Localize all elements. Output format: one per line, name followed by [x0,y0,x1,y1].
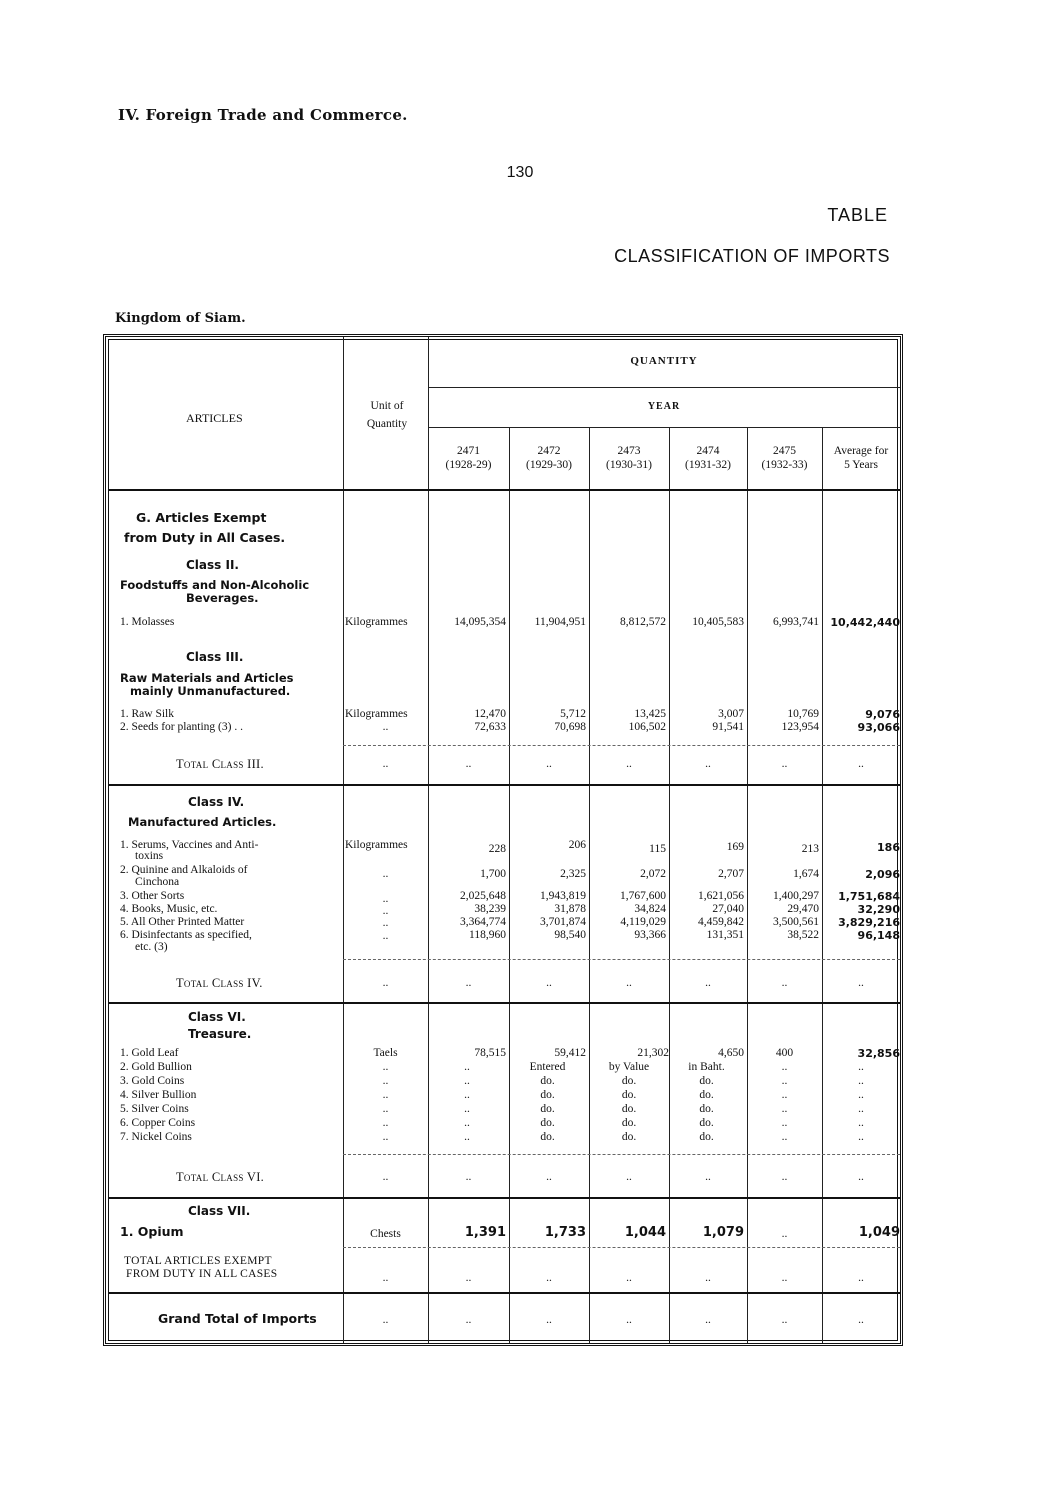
header-col3-ce: (1930-31) [606,459,652,471]
row-value: in Baht. [688,1061,725,1073]
row-value: 2,707 [718,868,744,880]
row-unit: Kilogrammes [345,839,408,851]
total-value: .. [465,1171,472,1183]
row-value: by Value [608,1061,650,1073]
class3-subtitle2: mainly Unmanufactured. [130,684,291,698]
row-value: 3,500,561 [773,916,819,928]
class2-title: Class II. [186,558,239,572]
row-unit: .. [382,1103,389,1115]
row-value: 1,733 [544,1225,586,1240]
total-value: .. [705,758,711,770]
total-value: .. [465,758,472,770]
row-value: 6,993,741 [773,616,819,628]
total-value: .. [781,1272,788,1284]
class3-title: Class III. [186,650,244,664]
row-value: .. [781,1228,788,1240]
row-value: .. [858,1061,864,1073]
total-unit: .. [382,977,389,989]
class7-title: Class VII. [188,1204,251,1218]
total-value: .. [546,1171,552,1183]
class6-subtitle1: Treasure. [188,1027,252,1041]
row-value: 78,515 [474,1047,506,1059]
row-value: do. [540,1117,555,1129]
row-value: 1,767,600 [620,890,666,902]
header-col1-year: 2471 [457,445,480,457]
total-value: .. [546,758,552,770]
section-g-line2: from Duty in All Cases. [124,530,286,545]
total-value: .. [781,977,788,989]
class4-subtitle1: Manufactured Articles. [128,815,277,829]
row-value: 169 [726,841,744,853]
row-value: 9,076 [865,708,900,721]
total-value: .. [626,1272,632,1284]
row-label: 3. Gold Coins [120,1075,185,1087]
total-unit: .. [382,758,389,770]
row-value: 34,824 [634,903,666,915]
row-value: 4,119,029 [620,916,666,928]
row-value: Entered [529,1061,566,1073]
total-exempt-line2: FROM DUTY IN ALL CASES [126,1268,278,1280]
row-value: .. [858,1117,864,1129]
total-value: .. [465,977,472,989]
row-value: 206 [568,839,586,851]
row-value: 3,364,774 [460,916,506,928]
total-value: .. [465,1314,472,1326]
row-value: do. [540,1131,555,1143]
row-value: 12,470 [474,708,506,720]
row-value: 10,442,440 [830,616,900,629]
row-value: 5,712 [560,708,586,720]
row-label: 4. Books, Music, etc. [120,903,218,915]
row-value: do. [699,1089,714,1101]
row-value: 38,239 [474,903,506,915]
row-value: 131,351 [706,929,744,941]
table-label: TABLE [827,205,888,225]
class2-subtitle1: Foodstuffs and Non-Alcoholic [120,578,310,592]
row-value: 3,007 [718,708,744,720]
row-value: 1,400,297 [773,890,819,902]
row-value: .. [858,1089,864,1101]
row-label: 2. Seeds for planting (3) . . [120,721,243,733]
row-label: 6. Copper Coins [120,1117,196,1129]
row-value: 38,522 [787,929,819,941]
row-value: do. [621,1089,637,1101]
row-value: do. [540,1103,555,1115]
row-value: do. [540,1089,555,1101]
row-value: 14,095,354 [454,616,506,628]
row-value: 3,829,216 [838,916,900,929]
grand-total-label: Grand Total of Imports [158,1311,317,1326]
row-value: .. [858,1103,864,1115]
total-value: .. [546,977,552,989]
row-value: 186 [877,841,900,854]
total-unit: .. [382,1314,389,1326]
header-articles: ARTICLES [186,411,243,425]
row-value: .. [464,1061,470,1073]
total-value: .. [626,758,632,770]
row-label-cont: etc. (3) [135,941,168,953]
row-value: do. [621,1117,637,1129]
row-value: 1,700 [480,868,506,880]
page-number: 130 [506,164,534,181]
row-label-cont: Cinchona [135,876,180,888]
row-label: 1. Molasses [120,616,175,628]
row-unit: .. [382,893,389,905]
row-value: .. [781,1131,788,1143]
row-value: 10,769 [787,708,819,720]
header-unit-line1: Unit of [370,400,404,412]
row-label: 5. Silver Coins [120,1103,189,1115]
header-col4-year: 2474 [696,445,720,457]
row-value: 31,878 [554,903,586,915]
row-label: 7. Nickel Coins [120,1131,192,1143]
header-col2-year: 2472 [537,445,561,457]
row-value: 2,096 [865,868,900,881]
row-value: do. [699,1103,714,1115]
header-unit-line2: Quantity [366,418,408,430]
row-label-cont: toxins [135,850,164,862]
row-value: .. [781,1075,788,1087]
row-value: 21,302 [637,1047,669,1059]
header-col4-ce: (1931-32) [685,459,731,471]
row-value: .. [464,1075,470,1087]
row-value: 1,751,684 [838,890,900,903]
row-value: 4,650 [718,1047,744,1059]
row-value: .. [781,1117,788,1129]
header-quantity: QUANTITY [630,355,698,367]
row-value: 1,391 [464,1225,506,1240]
row-label: 1. Serums, Vaccines and Anti- [120,839,259,851]
row-unit: Kilogrammes [345,616,408,628]
class3-subtitle1: Raw Materials and Articles [120,671,294,685]
row-value: 2,025,648 [460,890,506,902]
row-label: 6. Disinfectants as specified, [120,929,252,941]
class4-title: Class IV. [188,795,245,809]
section-g-line1: G. Articles Exempt [136,510,267,525]
row-value: 13,425 [634,708,666,720]
row-value: 11,904,951 [534,616,586,628]
row-value: 8,812,572 [620,616,666,628]
row-unit: .. [382,930,389,942]
row-value: 91,541 [712,721,744,733]
row-value: 1,079 [702,1225,744,1240]
total-value: .. [705,977,711,989]
row-unit: .. [382,905,389,917]
header-col1-ce: (1928-29) [445,459,492,471]
row-value: do. [699,1075,714,1087]
row-value: .. [781,1061,788,1073]
row-value: do. [540,1075,555,1087]
section-heading: IV. Foreign Trade and Commerce. [118,106,408,124]
row-value: .. [464,1131,470,1143]
row-value: .. [781,1089,788,1101]
row-value: 4,459,842 [698,916,744,928]
total-exempt-line1: TOTAL ARTICLES EXEMPT [124,1255,272,1267]
header-col6-year: Average for [833,445,889,457]
row-value: do. [699,1131,714,1143]
header-col5-year: 2475 [773,445,796,457]
row-value: 29,470 [787,903,819,915]
total-value: .. [626,1171,632,1183]
total-unit: .. [382,1171,389,1183]
row-value: 106,502 [628,721,666,733]
row-value: .. [858,1075,864,1087]
row-unit: .. [382,1131,389,1143]
total-value: .. [546,1272,552,1284]
row-value: 70,698 [554,721,586,733]
row-label: 2. Quinine and Alkaloids of [120,864,248,876]
row-value: 59,412 [554,1047,586,1059]
total-value: .. [626,1314,632,1326]
header-col6-ce: 5 Years [844,459,878,471]
row-value: 10,405,583 [692,616,744,628]
total-value: .. [858,758,864,770]
row-label: 1. Gold Leaf [120,1047,179,1059]
row-unit: .. [382,1117,389,1129]
row-unit: Kilogrammes [345,708,408,720]
row-value: .. [464,1117,470,1129]
row-label: 5. All Other Printed Matter [120,916,245,928]
total-value: .. [781,758,788,770]
table-title: CLASSIFICATION OF IMPORTS [614,246,890,266]
row-unit: Chests [370,1228,401,1240]
row-value: 1,943,819 [540,890,586,902]
row-value: 228 [488,843,506,855]
row-label: 2. Gold Bullion [120,1061,192,1073]
row-value: 118,960 [469,929,506,941]
total-value: .. [858,1314,864,1326]
imports-table [103,334,903,1346]
total-value: .. [705,1272,711,1284]
region-label: Kingdom of Siam. [115,311,246,326]
row-value: 27,040 [712,903,744,915]
row-unit: .. [382,1075,389,1087]
row-value: 3,701,874 [540,916,586,928]
row-value: 98,540 [554,929,586,941]
total-label: Total Class IV. [176,976,263,990]
row-unit: .. [382,917,389,929]
row-value: do. [621,1131,637,1143]
row-value: 32,856 [857,1047,900,1060]
row-value: 2,072 [640,868,666,880]
row-value: 93,366 [634,929,666,941]
row-unit: .. [382,721,389,733]
total-value: .. [546,1314,552,1326]
row-label: 1. Opium [120,1224,184,1239]
row-value: 400 [775,1047,794,1059]
row-unit: Taels [373,1047,398,1059]
row-value: .. [781,1103,788,1115]
total-value: .. [858,1272,864,1284]
total-value: .. [858,1171,864,1183]
total-label: Total Class III. [176,757,264,771]
row-value: .. [464,1103,470,1115]
row-value: 115 [649,843,666,855]
header-col2-ce: (1929-30) [526,459,572,471]
class2-subtitle2: Beverages. [186,591,259,605]
row-value: .. [464,1089,470,1101]
row-value: 93,066 [857,721,900,734]
row-unit: .. [382,868,389,880]
row-value: do. [699,1117,714,1129]
row-unit: .. [382,1061,389,1073]
row-value: 32,290 [857,903,900,916]
total-value: .. [705,1171,711,1183]
row-label: 4. Silver Bullion [120,1089,197,1101]
row-value: 1,044 [624,1225,666,1240]
row-value: 1,674 [793,868,819,880]
row-value: 72,633 [474,721,506,733]
row-value: 1,621,056 [698,890,744,902]
total-value: .. [705,1314,711,1326]
header-col5-ce: (1932-33) [761,459,808,471]
row-value: 2,325 [560,868,586,880]
row-value: do. [621,1103,637,1115]
row-unit: .. [382,1089,389,1101]
header-col3-year: 2473 [617,445,641,457]
class6-title: Class VI. [188,1010,246,1024]
total-value: .. [626,977,632,989]
row-value: 96,148 [857,929,900,942]
total-value: .. [465,1272,472,1284]
row-label: 1. Raw Silk [120,708,174,720]
row-value: 213 [801,843,819,855]
row-value: do. [621,1075,637,1087]
row-value: 123,954 [781,721,819,733]
total-label: Total Class VI. [176,1170,265,1184]
total-value: .. [781,1171,788,1183]
total-unit: .. [382,1272,389,1284]
header-year: YEAR [647,401,681,412]
total-value: .. [858,977,864,989]
total-value: .. [781,1314,788,1326]
row-label: 3. Other Sorts [120,890,185,902]
row-value: 1,049 [858,1225,900,1240]
row-value: .. [858,1131,864,1143]
